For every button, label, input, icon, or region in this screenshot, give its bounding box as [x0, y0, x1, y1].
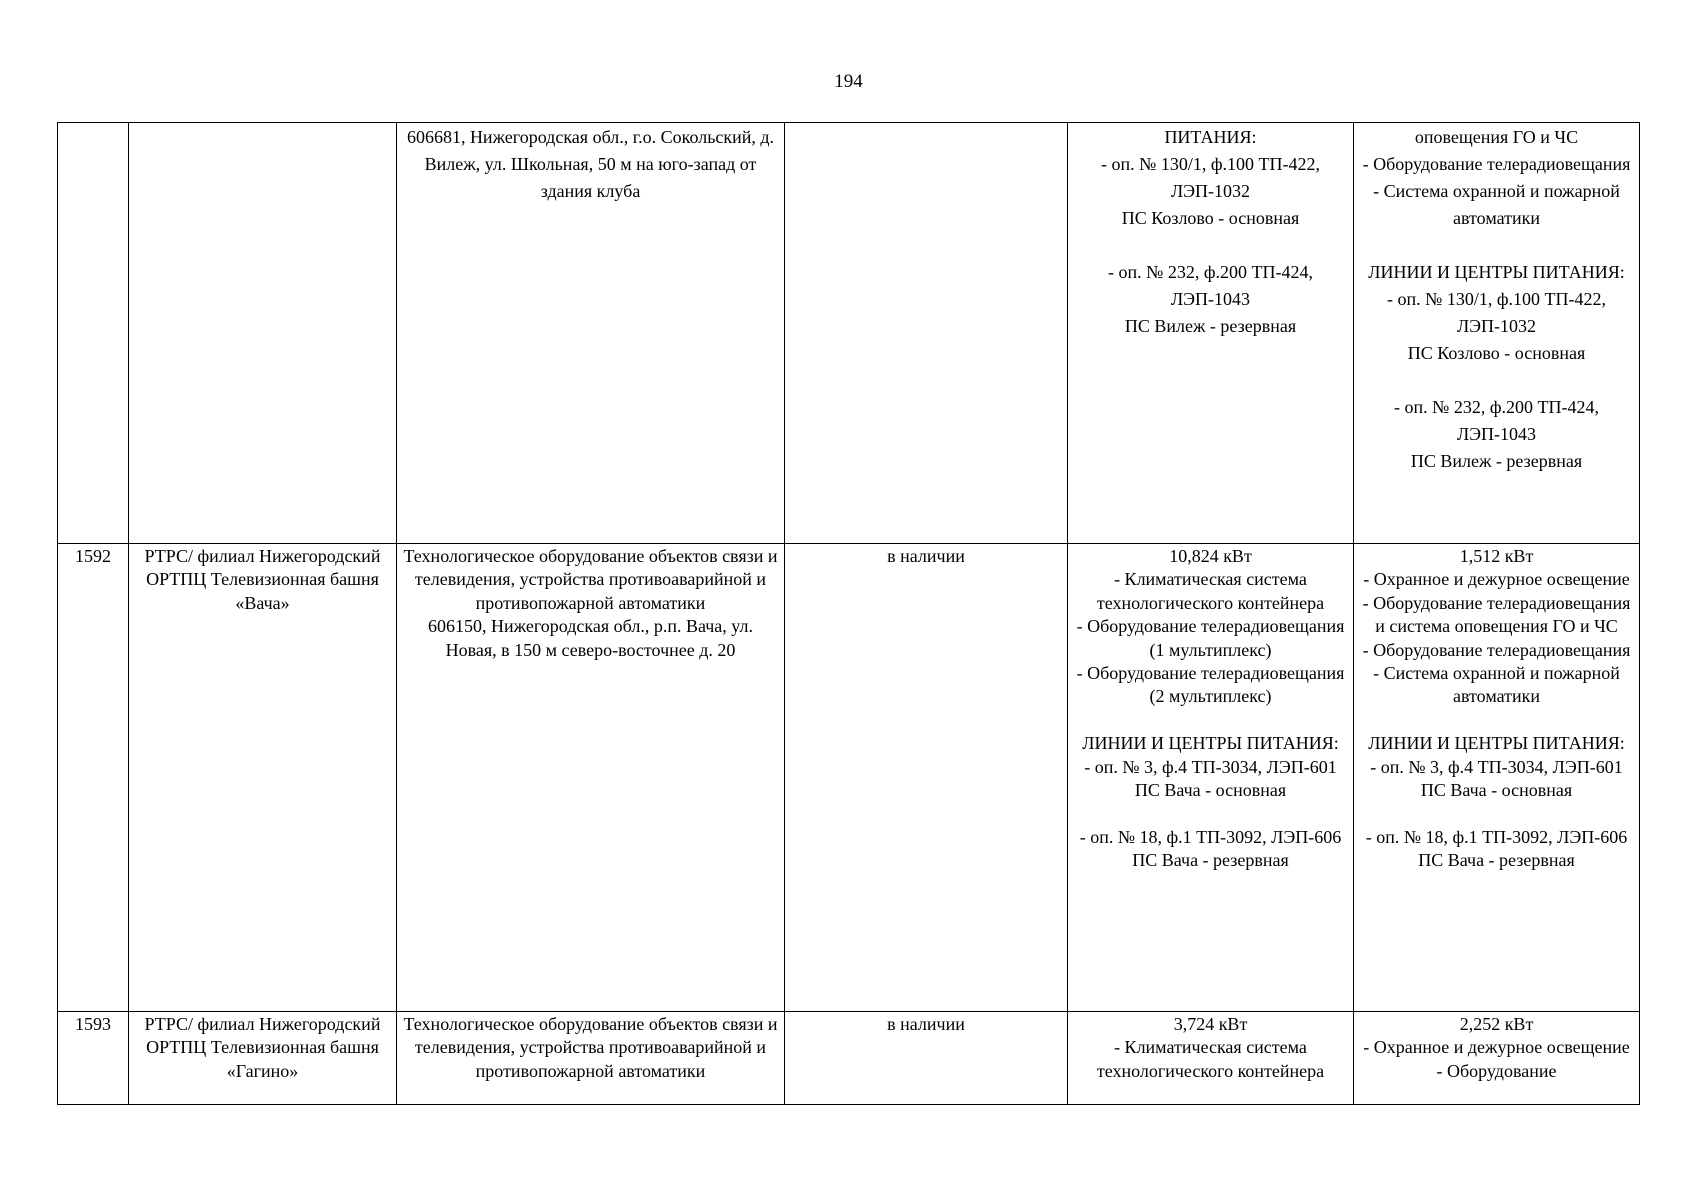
cell-power-main: 10,824 кВт - Климатическая система технологического контейнера - Оборудование телерадиовещания (1 мультиплекс) - Оборудование телерадиовещания (2 мультиплекс) ЛИНИИ И ЦЕНТРЫ ПИТАНИЯ: - оп. № 3, ф.4 ТП-3034, ЛЭП-601 ПС Вача - основная - оп. № 18, ф.1 ТП-3092, ЛЭП-606 ПС Вача - резервная	[1068, 544, 1354, 1012]
cell-object-name: РТРС/ филиал Нижегородский ОРТПЦ Телевизионная башня «Вача»	[129, 544, 397, 1012]
table-row	[58, 123, 1640, 544]
cell-availability	[785, 123, 1068, 544]
cell-object-name	[129, 123, 397, 544]
cell-power-main: 3,724 кВт - Климатическая система технологического контейнера	[1068, 1012, 1354, 1105]
cell-number: 1593	[58, 1012, 129, 1105]
cell-power-main: ПИТАНИЯ: - оп. № 130/1, ф.100 ТП-422, ЛЭП-1032 ПС Козлово - основная - оп. № 232, ф.200 ТП-424, ЛЭП-1043 ПС Вилеж - резервная	[1068, 123, 1354, 544]
cell-power-reserve: оповещения ГО и ЧС - Оборудование телерадиовещания - Система охранной и пожарной автоматики ЛИНИИ И ЦЕНТРЫ ПИТАНИЯ: - оп. № 130/1, ф.100 ТП-422, ЛЭП-1032 ПС Козлово - основная - оп. № 232, ф.200 ТП-424, ЛЭП-1043 ПС Вилеж - резервная	[1354, 123, 1640, 544]
cell-power-reserve: 2,252 кВт - Охранное и дежурное освещение - Оборудование	[1354, 1012, 1640, 1105]
page-number: 194	[834, 71, 863, 92]
cell-number	[58, 123, 129, 544]
cell-availability: в наличии	[785, 1012, 1068, 1105]
cell-address: Технологическое оборудование объектов связи и телевидения, устройства противоаварийной и противопожарной автоматики 606150, Нижегородская обл., р.п. Вача, ул. Новая, в 150 м северо-восточнее д. 20	[397, 544, 785, 1012]
table-row	[58, 544, 1640, 1012]
cell-address: Технологическое оборудование объектов связи и телевидения, устройства противоаварийной и противопожарной автоматики	[397, 1012, 785, 1105]
cell-number: 1592	[58, 544, 129, 1012]
cell-power-reserve: 1,512 кВт - Охранное и дежурное освещение - Оборудование телерадиовещания и система оповещения ГО и ЧС - Оборудование телерадиовещания - Система охранной и пожарной автоматики ЛИНИИ И ЦЕНТРЫ ПИТАНИЯ: - оп. № 3, ф.4 ТП-3034, ЛЭП-601 ПС Вача - основная - оп. № 18, ф.1 ТП-3092, ЛЭП-606 ПС Вача - резервная	[1354, 544, 1640, 1012]
cell-address: 606681, Нижегородская обл., г.о. Сокольский, д. Вилеж, ул. Школьная, 50 м на юго-запад от здания клуба	[397, 123, 785, 544]
cell-availability: в наличии	[785, 544, 1068, 1012]
cell-object-name: РТРС/ филиал Нижегородский ОРТПЦ Телевизионная башня «Гагино»	[129, 1012, 397, 1105]
data-table	[57, 122, 1640, 1105]
table-row	[58, 1012, 1640, 1105]
